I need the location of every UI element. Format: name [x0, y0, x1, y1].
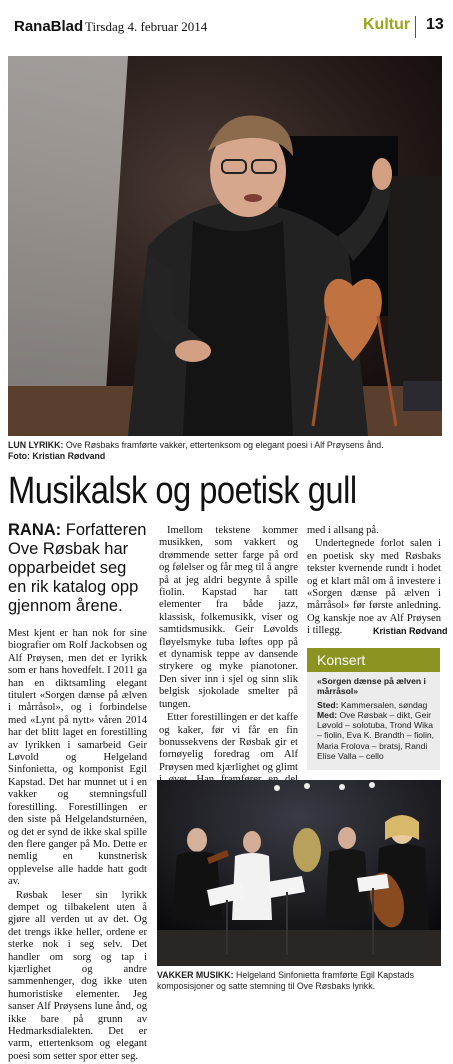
- photo2-caption: [157, 970, 443, 992]
- lead-kicker: RANA:: [8, 521, 62, 539]
- body-paragraph: Røsbak leser sin lyrikk dempet og tilbakelent uten å gjøre all verden ut av det. Og det trengs ikke heller, ordene er sterke nok i seg selv. Det handler om sorg og tap i kjærlighet og andre sammenhenger, dog ikke uten humoristiske elementer. Jeg sanser Alf Prøysens lune ånd, og ikke bare på grunn av Hedmarksdialekten. Det er varm, ettertenksom og elegant poesi som setter spor etter seg.: [8, 889, 147, 1062]
- factbox-body: [307, 672, 440, 761]
- article-headline: Musikalsk og poetisk gull: [8, 470, 357, 512]
- article-byline: Kristian Rødvand: [373, 626, 448, 636]
- page-header: [8, 16, 445, 38]
- factbox-performers: [317, 710, 435, 761]
- factbox-place: [317, 700, 435, 710]
- ensemble-illustration: [157, 780, 441, 966]
- article-lead: [8, 521, 147, 616]
- performers-label: Med:: [317, 709, 338, 720]
- performer-illustration: [8, 56, 442, 436]
- article-column-1: [8, 521, 147, 1064]
- body-paragraph: med i allsang på.: [307, 525, 379, 536]
- body-paragraph: Imellom tekstene kommer musikken, som vakkert og drømmende setter farge på ord og følelser og får meg til å angre på at jeg aldri begynte å spille fiolin. Kapstad har tatt elementer fra både jazz, klassisk, folkemusikk, viser og samtidsmusikk. Geir Løvolds fløyelsmyke tuba løftes opp på et dynamisk teppe av dansende strykere og myke pianotoner. Den siver inn i sjel og sinn slik belgisk sjokolade smelter på tungen.: [159, 525, 298, 710]
- body-paragraph: Etter forestillingen er det kaffe og kaker, før vi får en fin bonussekvens der Røsbak gir et fornøyelig foredrag om Alf Prøysen med kjærlighet og glimt: [159, 712, 298, 773]
- caption-label: LUN LYRIKK:: [8, 440, 64, 450]
- performer-photo: [8, 56, 442, 436]
- place-label: Sted:: [317, 699, 339, 710]
- body-paragraph: Mest kjent er han nok for sine biografier om Rolf Jackobsen og Alf Prøysen, men det er lyrikk som er hans hovedfelt. I 2011 ga han en diktsamling elegant titulert «Sorgen dænse på ælven i mårråsol», og i forbindelse med «Lynt på nytt» våren 2014 har det blitt laget en forestilling av lyrikken i samarbeid Geir Løvold og Helgeland Sinfonietta, og komponist Egil Kapstad. Det har munnet ut i en vakker og stemningsfull forestilling. Forestillingen er den siste på Helgelandsturnéen, og det er synd de ikke skal spille den flere ganger på Mo. Dette er nemlig en kunstnerisk opplevelse alle hadde hatt godt av.: [8, 628, 147, 888]
- performers-value: Ove Røsbak – dikt, Geir Løvold – solotuba, Trond Wika – fiolin, Eva K. Brandth – fiolin, Maria Frolova – bratsj, Randi Elise Valla – cello: [317, 709, 435, 762]
- caption-text: Helgeland Sinfonietta framførte Egil Kapstads komposisjoner og satte stemning til Ove Røsbaks lyrikk.: [157, 970, 415, 991]
- caption-text: Ove Røsbaks framførte vakker, ettertenksom og elegant poesi i Alf Prøysens ånd.: [63, 440, 384, 450]
- section-name: Kultur: [363, 16, 411, 33]
- article-column-3: [307, 525, 441, 639]
- newspaper-brand: RanaBlad: [14, 18, 84, 35]
- factbox-heading: Konsert: [307, 648, 440, 672]
- concert-factbox: [307, 648, 440, 770]
- issue-date: Tirsdag 4. februar 2014: [85, 19, 208, 34]
- header-divider: [415, 16, 416, 38]
- photo-credit: Foto: Kristian Rødvand: [8, 451, 106, 461]
- place-value: Kammersalen, søndag: [338, 699, 428, 710]
- page-number: 13: [426, 16, 444, 33]
- lead-text: Forfatteren Ove Røsbak har opparbeidet seg en rik katalog opp gjennom årene.: [8, 521, 147, 615]
- factbox-title: «Sorgen dænse på ælven i mårråsol»: [317, 676, 426, 697]
- photo1-caption: [8, 440, 445, 462]
- body-paragraph: Undertegnede forlot salen i en poetisk sky med Røsbaks tekster kvernende rundt i hodet og et klart mål om å investere i «Sorgen dænse på ælven i mårråsol» før første anledning. Og kanskje noe av Alf Prøysen i tillegg.: [307, 538, 441, 637]
- ensemble-photo: [157, 780, 441, 966]
- caption-label: VAKKER MUSIKK:: [157, 970, 234, 980]
